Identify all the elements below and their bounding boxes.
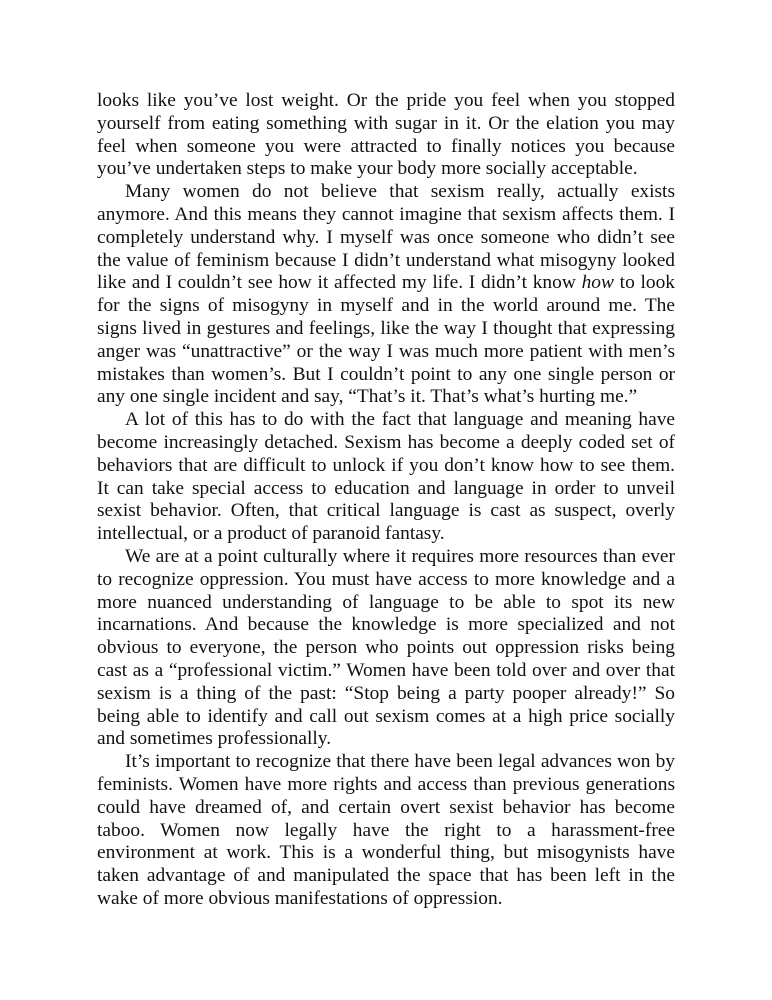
paragraph-4: We are at a point culturally where it requires more resources than ever to recognize oppression. You must have access to more knowledge and a more nuanced understanding of language to be able to spot its new incarnations. And because the knowledge is more specialized and not obvious to everyone, the person who points out oppression risks being cast as a “professional victim.” Women have been told over and over that sexism is a thing of the past: “Stop being a party pooper already!” So being able to identify and call out sexism comes at a high price socially and sometimes professionally. <box>97 545 675 750</box>
paragraph-1: looks like you’ve lost weight. Or the pride you feel when you stopped yourself from eating something with sugar in it. Or the elation you may feel when someone you were attracted to finally notices you because you’ve undertaken steps to make your body more socially acceptable. <box>97 90 675 180</box>
paragraph-3: A lot of this has to do with the fact that language and meaning have become increasingly detached. Sexism has become a deeply coded set of behaviors that are difficult to unlock if you don’t know how to see them. It can take special access to education and language in order to unveil sexist behavior. Often, that critical language is cast as suspect, overly intellectual, or a product of paranoid fantasy. <box>97 409 675 545</box>
paragraph-2 <box>97 181 675 409</box>
paragraph-2-italic-word: how <box>581 272 614 294</box>
page-body <box>97 90 675 911</box>
paragraph-2-text-after: to look for the signs of misogyny in myself and in the world around me. The signs lived in gestures and feelings, like the way I thought that expressing anger was “unattractive” or the way I was much more patient with men’s mistakes than women’s. But I couldn’t point to any one single person or any one single incident and say, “That’s it. That’s what’s hurting me.” <box>97 272 675 408</box>
paragraph-5: It’s important to recognize that there have been legal advances won by feminists. Women have more rights and access than previous generations could have dreamed of, and certain overt sexist behavior has become taboo. Women now legally have the right to a harassment-free environment at work. This is a wonderful thing, but misogynists have taken advantage of and manipulated the space that has been left in the wake of more obvious manifestations of oppression. <box>97 751 675 909</box>
paragraph-2-text-before: Many women do not believe that sexism really, actually exists anymore. And this means they cannot imagine that sexism affects them. I completely understand why. I myself was once someone who didn’t see the value of feminism because I didn’t understand what misogyny looked like and I couldn’t see how it affected my life. I didn’t know <box>97 181 675 294</box>
